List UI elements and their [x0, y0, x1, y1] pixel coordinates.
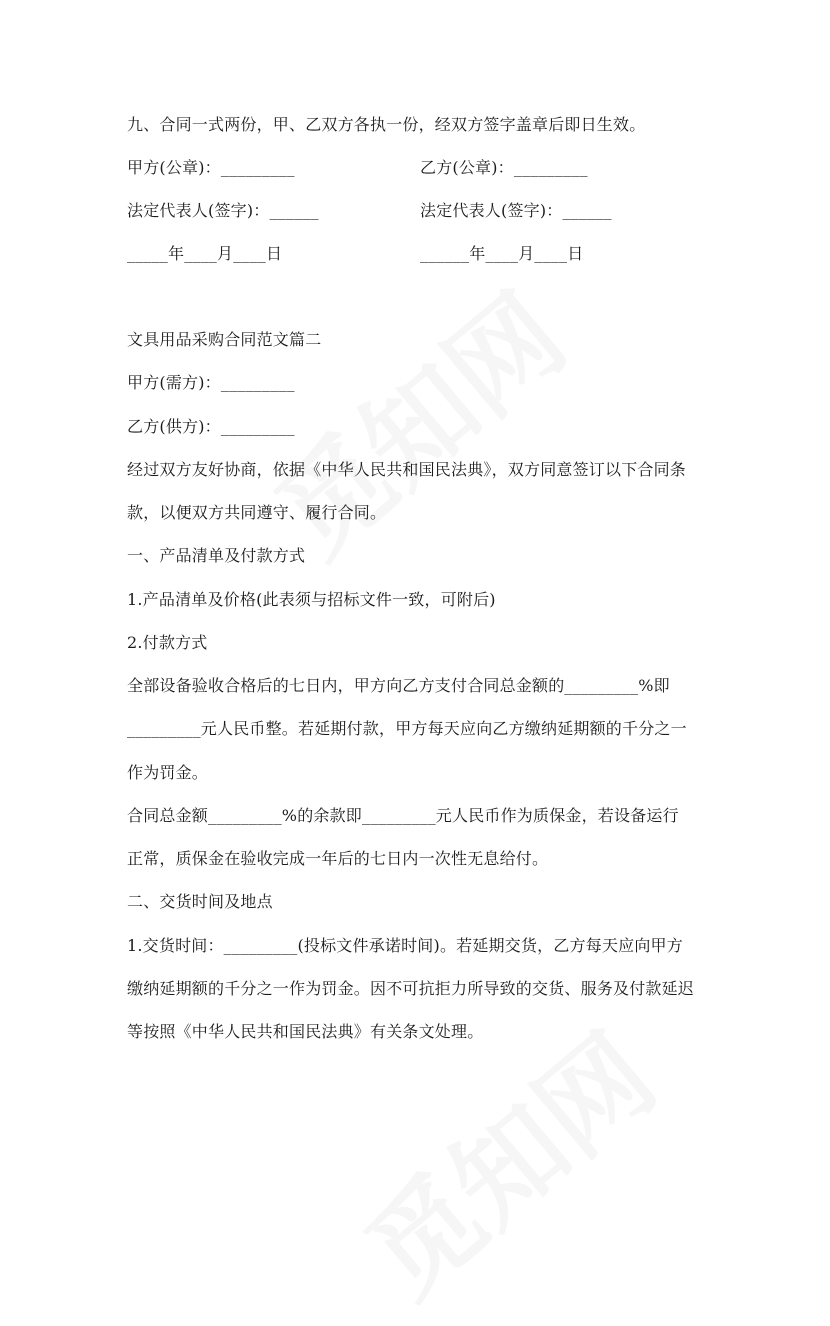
party-a-seal: 甲方(公章)：_________	[127, 158, 295, 177]
party-b-supplier: 乙方(供方)：_________	[127, 417, 295, 436]
party-b-date: ______年____月____日	[420, 244, 584, 263]
section-title: 文具用品采购合同范文篇二	[127, 330, 322, 349]
party-b-seal: 乙方(公章)：_________	[420, 158, 588, 177]
party-a-buyer: 甲方(需方)：_________	[127, 373, 295, 392]
item-payment-method: 2.付款方式	[127, 633, 208, 652]
paragraph-line: 款，以便双方共同遵守、履行合同。	[127, 503, 387, 522]
paragraph-line: 合同总金额_________%的余款即_________元人民币作为质保金，若设备运行	[127, 806, 679, 825]
party-a-date: _____年____月____日	[127, 244, 283, 263]
party-a-representative: 法定代表人(签字)：______	[127, 201, 319, 220]
paragraph-line: 全部设备验收合格后的七日内，甲方向乙方支付合同总金额的_________%即	[127, 676, 670, 695]
paragraph-line: 作为罚金。	[127, 763, 209, 782]
paragraph-line: 1.交货时间：_________(投标文件承诺时间)。若延期交货，乙方每天应向甲方	[127, 936, 683, 955]
paragraph-line: 经过双方友好协商，依据《中华人民共和国民法典》，双方同意签订以下合同条	[127, 460, 687, 479]
heading-delivery: 二、交货时间及地点	[127, 892, 273, 911]
clause-nine: 九、合同一式两份，甲、乙双方各执一份，经双方签字盖章后即日生效。	[127, 115, 646, 134]
paragraph-line: _________元人民币整。若延期付款，甲方每天应向乙方缴纳延期额的千分之一	[127, 719, 687, 738]
item-product-price: 1.产品清单及价格(此表须与招标文件一致，可附后)	[127, 590, 496, 609]
heading-product-list: 一、产品清单及付款方式	[127, 546, 306, 565]
paragraph-line: 等按照《中华人民共和国民法典》有关条文处理。	[127, 1022, 484, 1041]
party-b-representative: 法定代表人(签字)：______	[420, 201, 612, 220]
paragraph-line: 正常，质保金在验收完成一年后的七日内一次性无息给付。	[127, 849, 549, 868]
paragraph-line: 缴纳延期额的千分之一作为罚金。因不可抗拒力所导致的交货、服务及付款延迟	[127, 979, 695, 998]
